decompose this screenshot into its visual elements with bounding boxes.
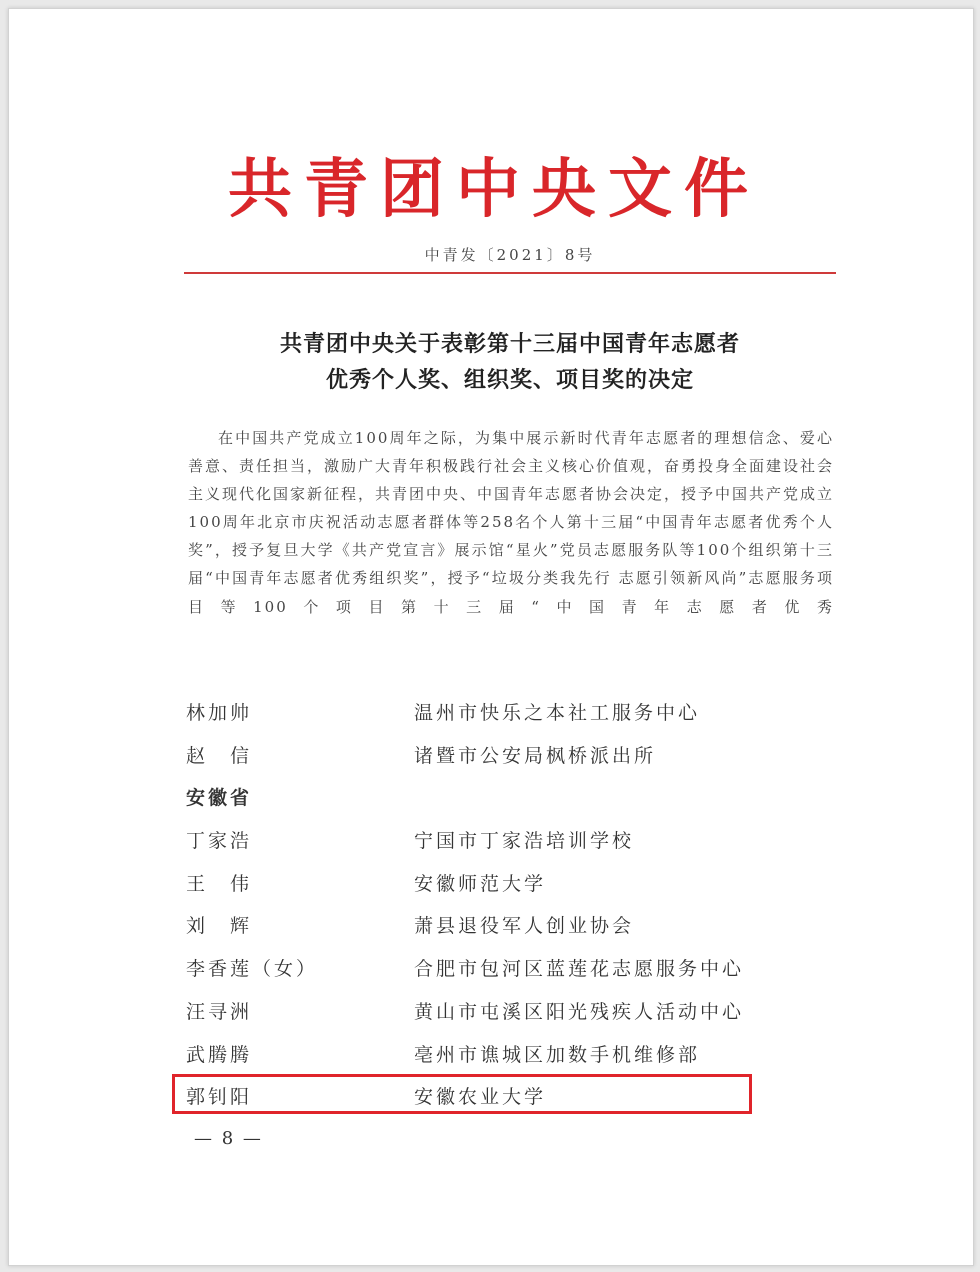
recipient-org: 合肥市包河区蓝莲花志愿服务中心 xyxy=(414,958,745,981)
masthead: 共青团中央文件 xyxy=(228,152,760,227)
page-number: — 8 — xyxy=(194,1128,263,1149)
title-line-1: 共青团中央关于表彰第十三届中国青年志愿者 xyxy=(279,331,740,357)
award-list xyxy=(186,692,786,1119)
list-item xyxy=(186,863,786,906)
recipient-name: 林加帅 xyxy=(186,702,253,724)
recipient-name: 丁家浩 xyxy=(186,830,253,853)
recipient-name: 李香莲（女） xyxy=(186,958,319,981)
recipient-org: 萧县退役军人创业协会 xyxy=(414,915,635,938)
highlight-box xyxy=(172,1074,752,1114)
list-item xyxy=(186,820,786,863)
list-item xyxy=(186,948,786,991)
list-item xyxy=(186,905,786,948)
recipient-org: 温州市快乐之本社工服务中心 xyxy=(414,702,701,724)
red-divider xyxy=(184,272,836,274)
document-number: 中青发〔2021〕8号 xyxy=(424,246,596,264)
list-item xyxy=(186,991,786,1034)
recipient-name: 赵 信 xyxy=(186,744,253,767)
recipient-name: 郭钊阳 xyxy=(186,1086,253,1109)
body-paragraph: 在中国共产党成立100周年之际，为集中展示新时代青年志愿者的理想信念、爱心善意、责任担当，激励广大青年积极践行社会主义核心价值观，奋勇投身全面建设社会主义现代化国家新征程，共青团中央、中国青年志愿者协会决定，授予中国共产党成立100周年北京市庆祝活动志愿者群体等258名个人第十三届“中国青年志愿者优秀个人奖”，授予复旦大学《共产党宣言》展示馆“星火”党员志愿服务队等100个组织第十三届“中国青年志愿者优秀组织奖”，授予“垃圾分类我先行 志愿引领新风尚”志愿服务项目等100个项目第十三届“中国青年志愿者优秀 xyxy=(188,429,835,616)
province-name: 安徽省 xyxy=(186,787,253,810)
recipient-org: 黄山市屯溪区阳光残疾人活动中心 xyxy=(414,1000,745,1023)
recipient-org: 宁国市丁家浩培训学校 xyxy=(414,830,635,853)
recipient-org: 亳州市谯城区加数手机维修部 xyxy=(414,1043,701,1066)
recipient-org: 诸暨市公安局枫桥派出所 xyxy=(414,744,657,767)
title-line-2: 优秀个人奖、组织奖、项目奖的决定 xyxy=(325,367,694,393)
province-heading xyxy=(186,777,786,820)
recipient-name: 武腾腾 xyxy=(186,1043,253,1066)
list-item xyxy=(186,735,786,778)
list-item xyxy=(186,692,786,735)
document-title xyxy=(0,326,980,398)
list-item xyxy=(186,1034,786,1077)
recipient-org: 安徽农业大学 xyxy=(414,1086,547,1109)
recipient-name: 汪寻洲 xyxy=(186,1000,253,1023)
recipient-org: 安徽师范大学 xyxy=(414,872,547,895)
recipient-name: 刘 辉 xyxy=(186,915,253,938)
recipient-name: 王 伟 xyxy=(186,872,253,895)
